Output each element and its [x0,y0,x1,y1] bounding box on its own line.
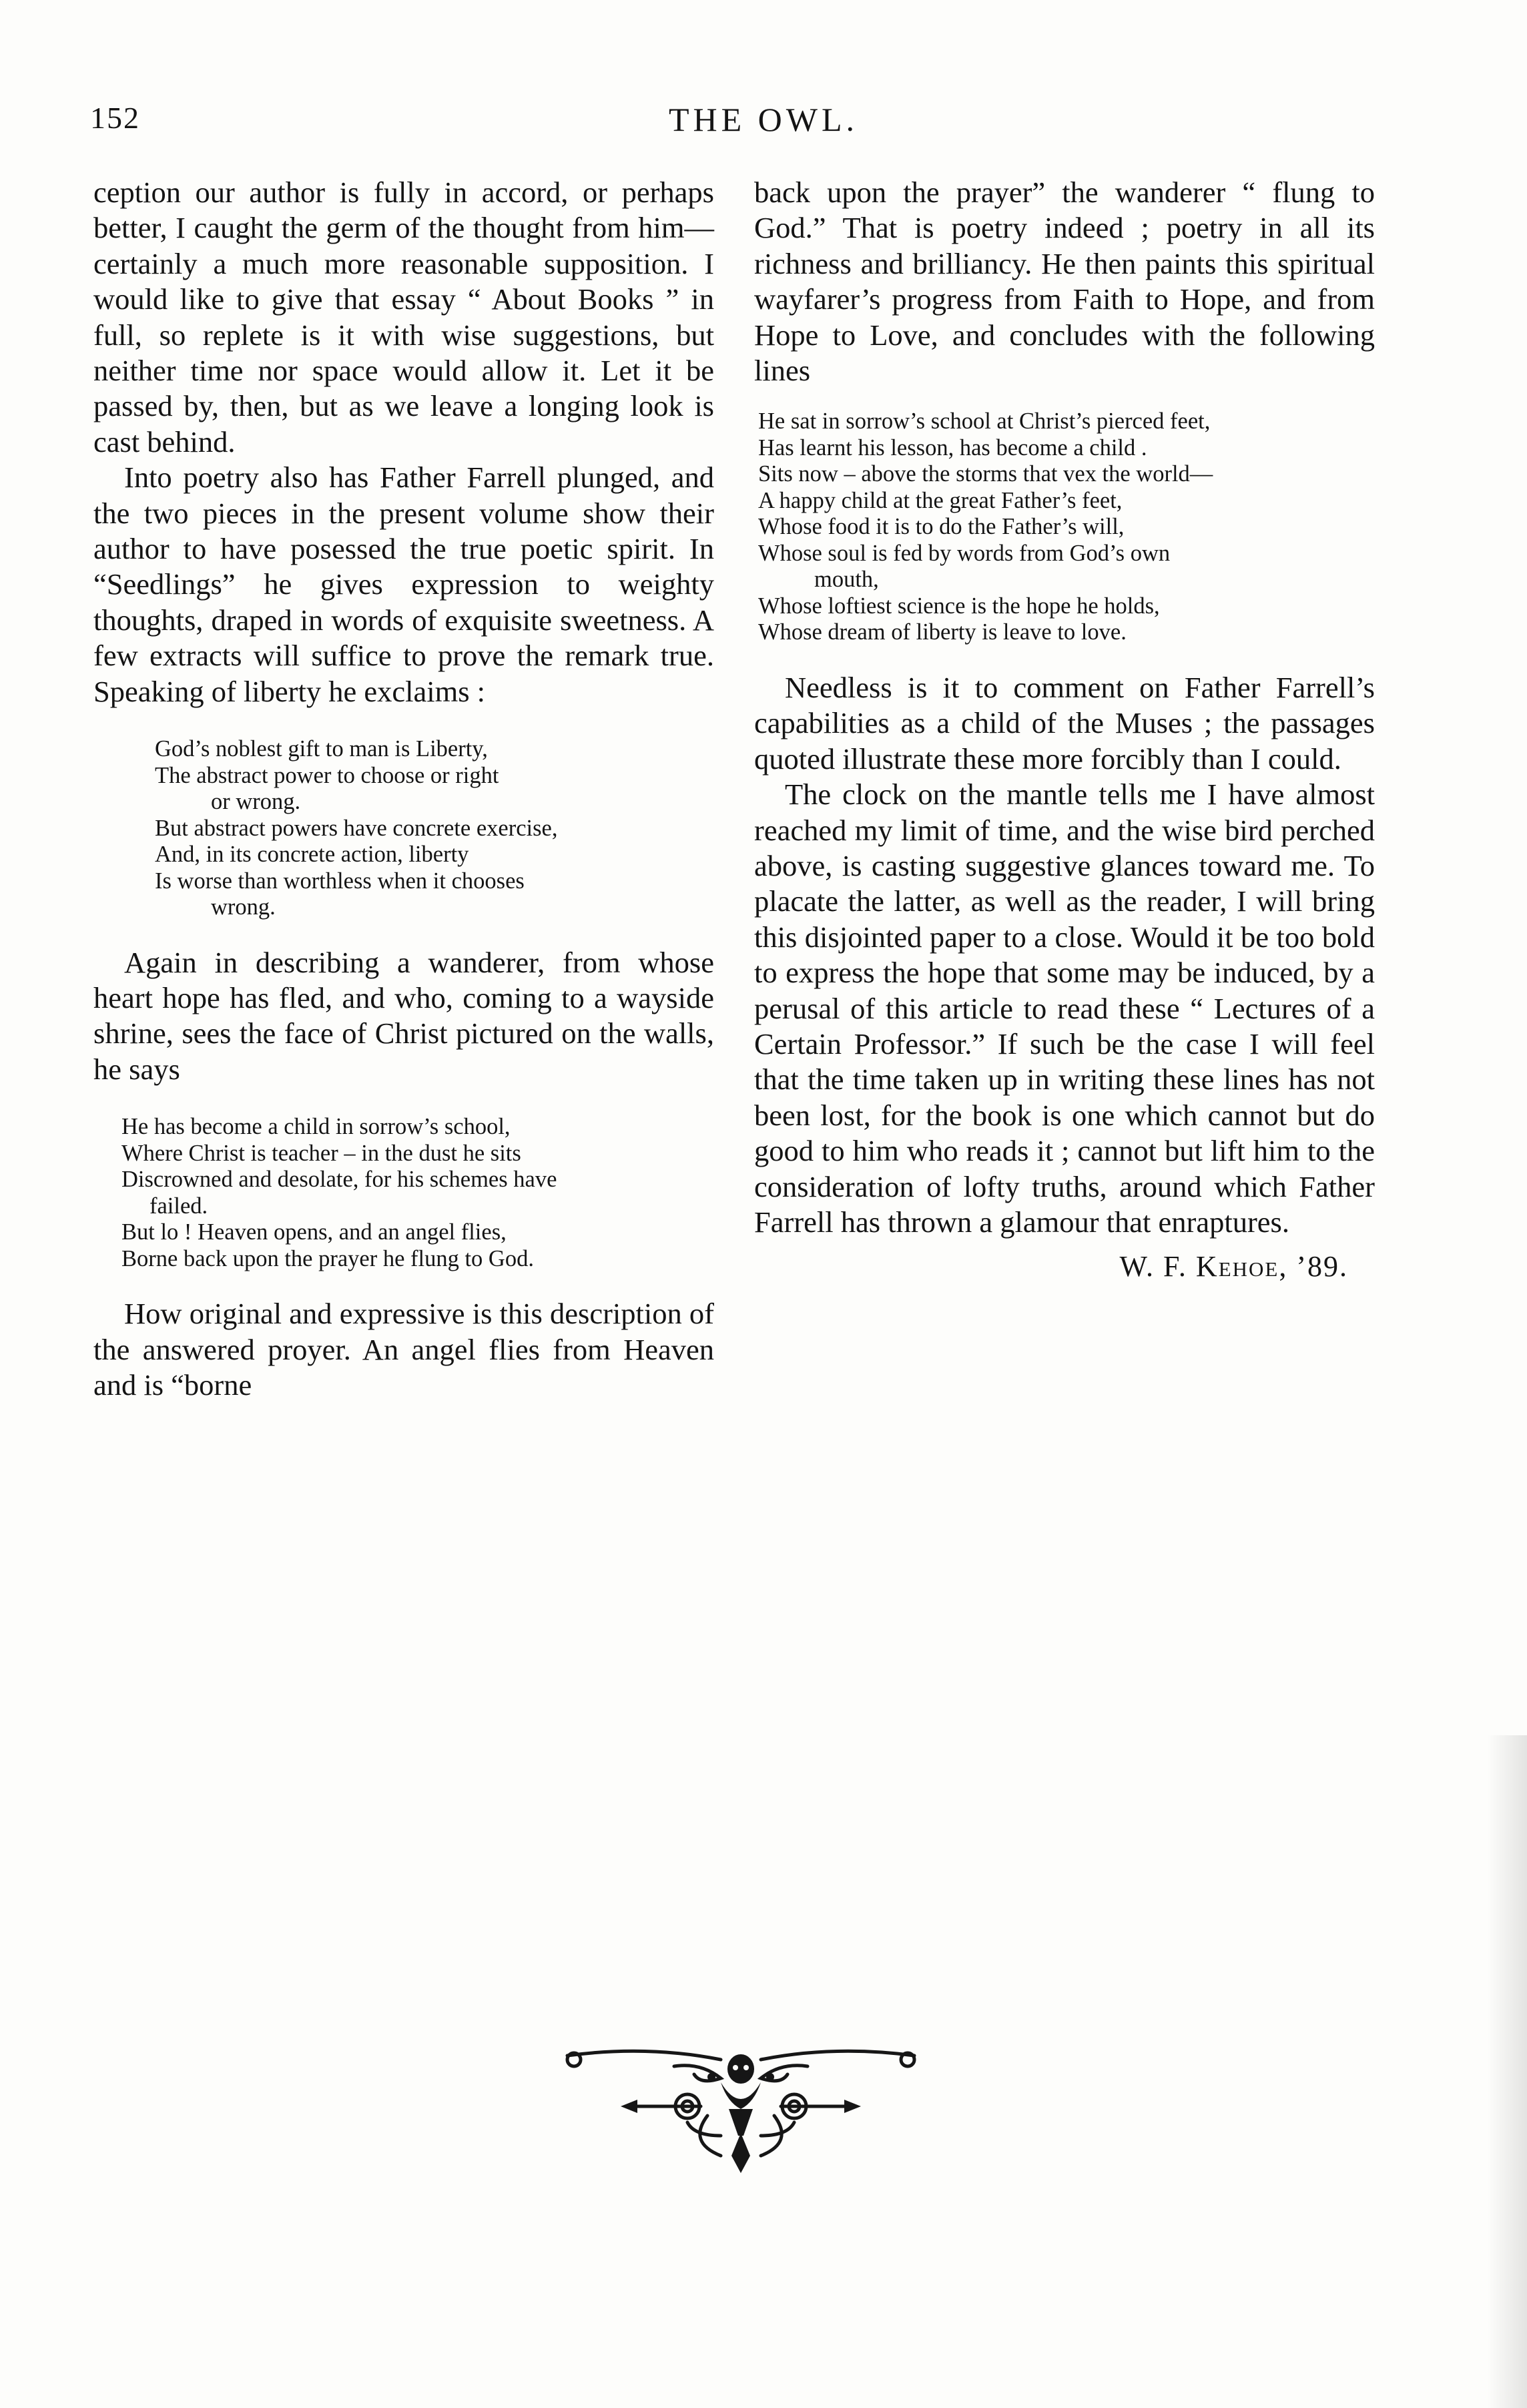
page-number: 152 [90,101,140,135]
verse-line: Whose food it is to do the Father’s will, [758,514,1125,540]
right-column [754,175,1375,1283]
verse-line: failed. [149,1193,208,1219]
verse-line: Where Christ is teacher – in the dust he sits [121,1140,521,1166]
verse-line: But abstract powers have concrete exercise, [155,815,558,841]
verse-line: And, in its concrete action, liberty [155,842,469,868]
verse-line: A happy child at the great Father’s feet, [758,487,1123,513]
verse-line: Has learnt his lesson, has become a child . [758,434,1147,461]
right-paragraph-1: back upon the prayer” the wanderer “ flung to God.” That is poetry indeed ; poetry in all its richness and brilliancy. He then paints this spiritual wayfarer’s progress from Faith to Hope, and from Hope to Love, and concludes with the following lines [754,176,1375,388]
verse-line: He sat in sorrow’s school at Christ’s pierced feet, [758,408,1211,434]
verse-line: wrong. [211,894,276,920]
signature-name: Kehoe [1195,1250,1279,1283]
signature-year: , ’89. [1279,1250,1348,1283]
tailpiece-fleuron-ornament-icon [554,2042,928,2176]
verse-line: He has become a child in sorrow’s school, [121,1114,511,1140]
verse-line: or wrong. [211,789,301,815]
verse-line: The abstract power to choose or right [155,762,499,788]
left-paragraph-4: How original and expressive is this description of the answered proyer. An angel flies from Heaven and is “borne [93,1297,714,1402]
left-column [93,175,714,1403]
verse-line: Sits now – above the storms that vex the world— [758,461,1213,487]
verse-line: God’s noblest gift to man is Liberty, [155,736,488,762]
verse-liberty [93,736,714,921]
verse-sorrows-school [754,408,1375,646]
running-title: THE OWL. [668,101,859,138]
right-paragraph-2: Needless is it to comment on Father Farrell’s capabilities as a child of the Muses ; the passages quoted illustrate these more forcibly than I could. [754,670,1375,776]
verse-line: Is worse than worthless when it chooses [155,868,525,894]
verse-line: Borne back upon the prayer he flung to God. [121,1245,534,1271]
verse-line: Whose soul is fed by words from God’s own [758,540,1171,566]
signature-initials: W. F. [1119,1250,1196,1283]
left-paragraph-2: Into poetry also has Father Farrell plunged, and the two pieces in the present volume show their author to have posessed the true poetic spirit. In “Seedlings” he gives expression to weighty thoughts, draped in words of exquisite sweetness. A few extracts will suffice to prove the remark true. Speaking of liberty he exclaims : [93,461,714,708]
verse-line: Whose dream of liberty is leave to love. [758,619,1127,645]
verse-line: Whose loftiest science is the hope he holds, [758,593,1160,619]
author-signature [754,1249,1375,1283]
verse-wanderer [93,1114,714,1272]
page-edge-shadow [1487,1735,1527,2408]
left-paragraph-3: Again in describing a wanderer, from whose heart hope has fled, and who, coming to a wayside shrine, sees the face of Christ pictured on the walls, he says [93,945,714,1086]
verse-line: But lo ! Heaven opens, and an angel flies, [121,1219,507,1245]
verse-line: Discrowned and desolate, for his schemes have [121,1167,557,1193]
verse-line: mouth, [814,567,879,593]
left-paragraph-1: ception our author is fully in accord, or perhaps better, I caught the germ of the thought from him—certainly a much more reasonable supposition. I would like to give that essay “ About Books ” in full, so replete is it with wise suggestions, but neither time nor space would allow it. Let it be passed by, then, but as we leave a longing look is cast behind. [93,176,714,459]
right-paragraph-3: The clock on the mantle tells me I have almost reached my limit of time, and the wise bird perched above, is casting suggestive glances toward me. To placate the latter, as well as the reader, I will bring this disjointed paper to a close. Would it be too bold to express the hope that some may be induced, by a perusal of this article to read these “ Lectures of a Certain Professor.” If such be the case I will feel that the time taken up in writing these lines has not been lost, for the book is one which cannot but do good to him who reads it ; cannot but lift him to the consideration of lofty truths, around which Father Farrell has thrown a glamour that enraptures. [754,778,1375,1239]
